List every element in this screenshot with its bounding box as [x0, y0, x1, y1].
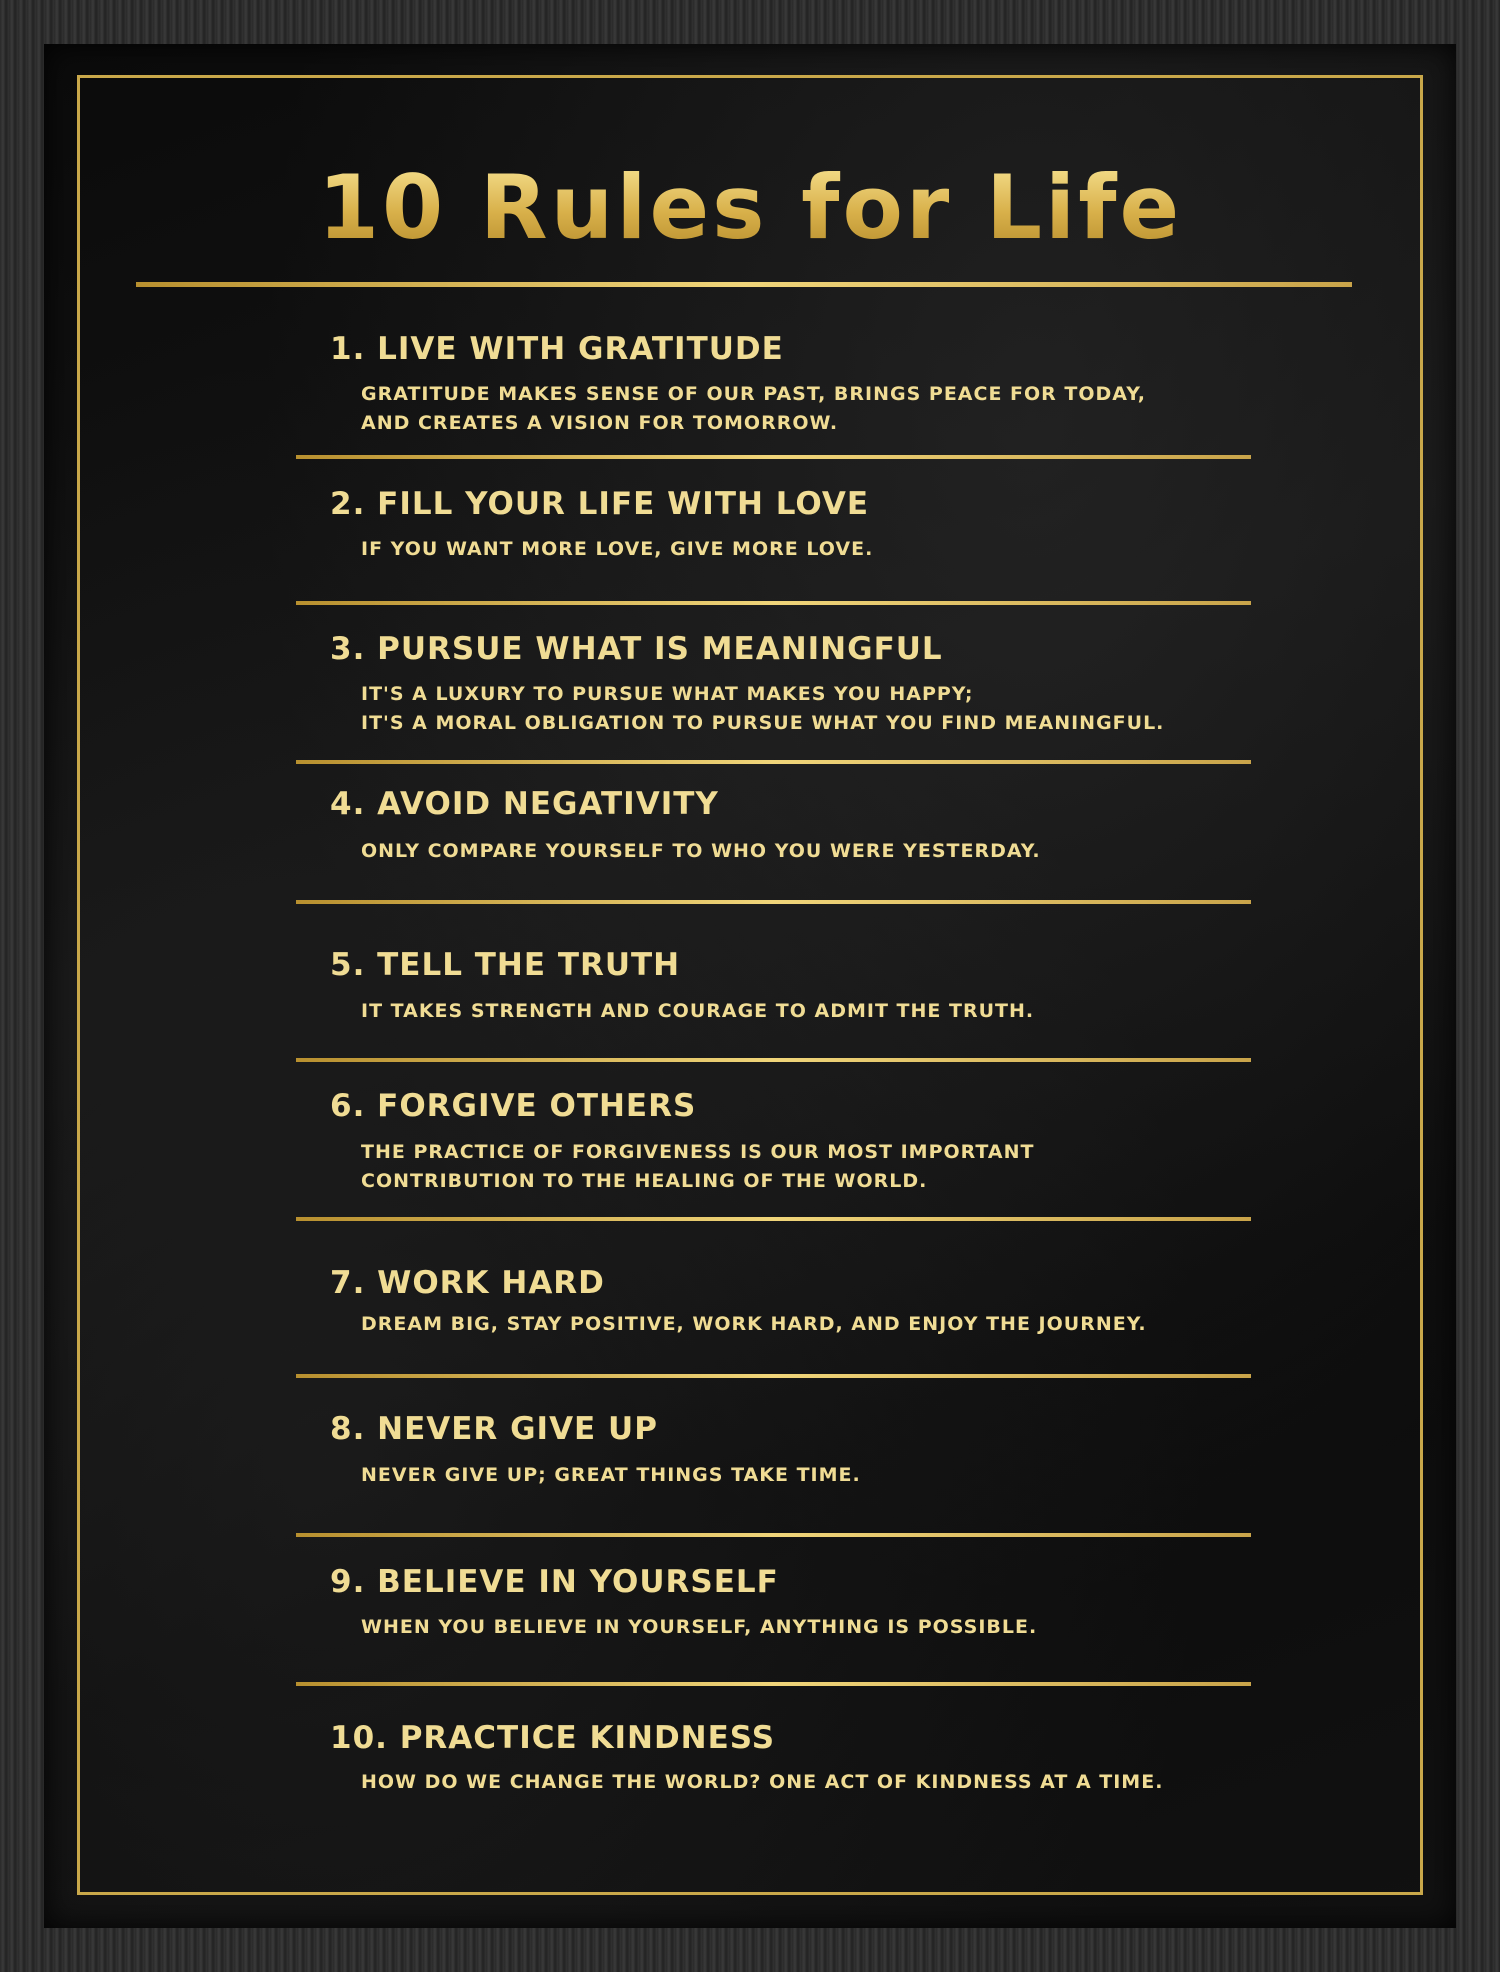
rule-body-line: GRATITUDE MAKES SENSE OF OUR PAST, BRINGS PEACE FOR TODAY, [361, 383, 1147, 405]
poster-title: 10 Rules for Life [44, 164, 1456, 252]
rule-divider [296, 1374, 1251, 1378]
rule-body-line: NEVER GIVE UP; GREAT THINGS TAKE TIME. [361, 1464, 861, 1486]
rule-divider [296, 1682, 1251, 1686]
rule-body-line: IT TAKES STRENGTH AND COURAGE TO ADMIT THE TRUTH. [361, 1000, 1035, 1022]
rule-heading: 2. FILL YOUR LIFE WITH LOVE [330, 486, 870, 522]
poster [44, 44, 1456, 1928]
rule-heading: 10. PRACTICE KINDNESS [330, 1720, 776, 1756]
rule-divider [296, 1058, 1251, 1062]
rule-divider [296, 455, 1251, 459]
rule-heading: 8. NEVER GIVE UP [330, 1411, 658, 1447]
rule-body-line: THE PRACTICE OF FORGIVENESS IS OUR MOST IMPORTANT [361, 1141, 1035, 1163]
rule-body-line: WHEN YOU BELIEVE IN YOURSELF, ANYTHING IS POSSIBLE. [361, 1616, 1038, 1638]
rule-divider [296, 760, 1251, 764]
rule-divider [296, 601, 1251, 605]
rule-body-line: IT'S A MORAL OBLIGATION TO PURSUE WHAT YOU FIND MEANINGFUL. [361, 712, 1165, 734]
rule-divider [296, 1533, 1251, 1537]
rule-heading: 1. LIVE WITH GRATITUDE [330, 331, 784, 367]
rule-heading: 5. TELL THE TRUTH [330, 947, 681, 983]
rule-heading: 7. WORK HARD [330, 1265, 605, 1301]
rule-body-line: CONTRIBUTION TO THE HEALING OF THE WORLD. [361, 1170, 928, 1192]
rule-body-line: IF YOU WANT MORE LOVE, GIVE MORE LOVE. [361, 538, 874, 560]
rule-body-line: IT'S A LUXURY TO PURSUE WHAT MAKES YOU HAPPY; [361, 683, 974, 705]
rule-body-line: ONLY COMPARE YOURSELF TO WHO YOU WERE YESTERDAY. [361, 840, 1041, 862]
rule-divider [296, 1217, 1251, 1221]
rule-heading: 3. PURSUE WHAT IS MEANINGFUL [330, 631, 943, 667]
rule-body-line: DREAM BIG, STAY POSITIVE, WORK HARD, AND ENJOY THE JOURNEY. [361, 1313, 1147, 1335]
title-divider [136, 282, 1352, 287]
rule-heading: 6. FORGIVE OTHERS [330, 1088, 697, 1124]
rule-heading: 4. AVOID NEGATIVITY [330, 786, 719, 822]
rule-divider [296, 900, 1251, 904]
rule-body-line: AND CREATES A VISION FOR TOMORROW. [361, 412, 839, 434]
rule-heading: 9. BELIEVE IN YOURSELF [330, 1564, 779, 1600]
rule-body-line: HOW DO WE CHANGE THE WORLD? ONE ACT OF KINDNESS AT A TIME. [361, 1771, 1164, 1793]
